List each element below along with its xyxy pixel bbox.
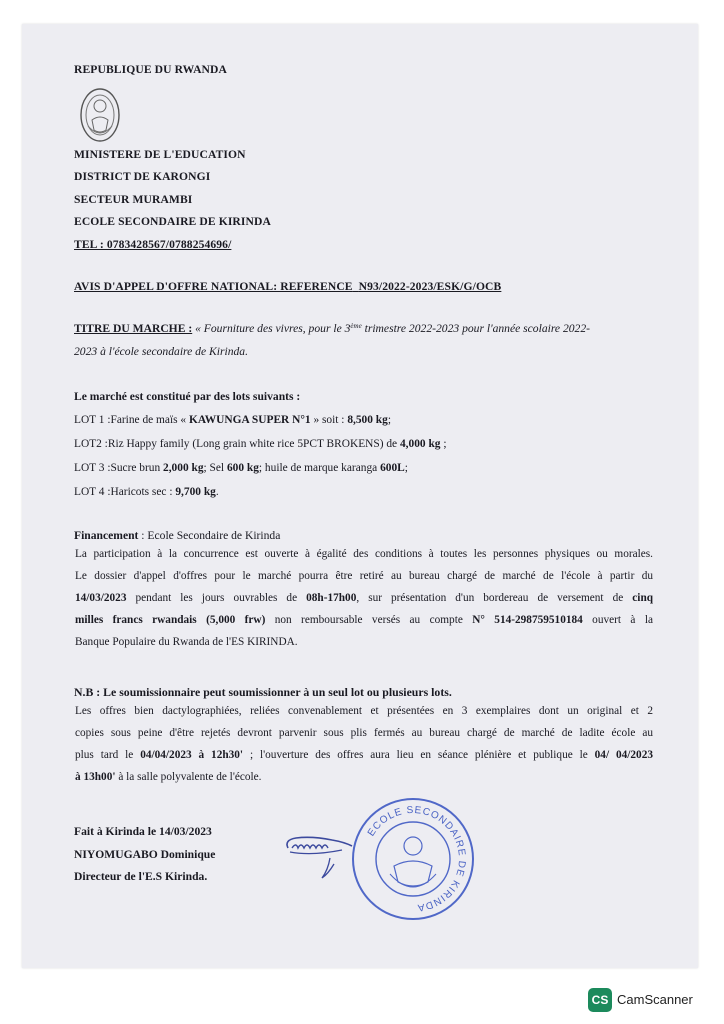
signatory-name: NIYOMUGABO Dominique [74, 848, 216, 861]
school-line: ECOLE SECONDAIRE DE KIRINDA [74, 215, 271, 228]
notice-heading [74, 280, 501, 293]
nb-heading: N.B : Le soumissionnaire peut soumissionner à un seul lot ou plusieurs lots. [74, 685, 452, 699]
contract-title-line-1: TITRE DU MARCHE : « Fourniture des vivres, pour le 3ème trimestre 2022-2023 pour l'année scolaire 2022- [74, 322, 591, 335]
republic-line: REPUBLIQUE DU RWANDA [74, 63, 227, 76]
notice-heading-text: AVIS D'APPEL D'OFFRE NATIONAL: REFERENCE [74, 280, 353, 293]
sector-line: SECTEUR MURAMBI [74, 193, 193, 206]
district-line: DISTRICT DE KARONGI [74, 170, 211, 183]
financing-paragraph: La participation à la concurrence est ouverte à égalité des conditions à toutes les personnes physiques ou morales. Le dossier d'appel d'offres pour le marché pourra être retiré au bureau chargé de marché de l'école à partir du 14/03/2023 pendant les jours ouvrables de 08h-17h00, sur présentation d'un bordereau de versement de cinq milles francs rwandais (5,000 frw) non remboursable versés au compte N° 514-298759510184 ouvert à la Banque Populaire du Rwanda de l'ES KIRINDA. [75, 548, 654, 648]
lot-4: LOT 4 :Haricots sec : 9,700 kg. [74, 486, 219, 498]
lot-1: LOT 1 :Farine de maïs « KAWUNGA SUPER N°1 » soit : 8,500 kg; [74, 414, 391, 426]
place-and-date: Fait à Kirinda le 14/03/2023 [74, 825, 212, 838]
financing-heading: Financement : Ecole Secondaire de Kirinda [74, 529, 281, 542]
ministry-line: MINISTERE DE L'EDUCATION [74, 148, 246, 161]
signatory-role: Directeur de l'E.S Kirinda. [74, 870, 208, 883]
contract-title-label: TITRE DU MARCHE : [74, 322, 193, 335]
lots-intro: Le marché est constitué par des lots suivants : [74, 390, 301, 403]
camscanner-label: CamScanner [617, 992, 693, 1007]
telephone-line: TEL : 0783428567/0788254696/ [74, 238, 232, 251]
school-stamp [350, 796, 476, 922]
lot-3: LOT 3 :Sucre brun 2,000 kg; Sel 600 kg; huile de marque karanga 600L; [74, 462, 408, 474]
contract-title-line-2: 2023 à l'école secondaire de Kirinda. [74, 345, 248, 358]
lot-2: LOT2 :Riz Happy family (Long grain white rice 5PCT BROKENS) de 4,000 kg ; [74, 438, 447, 450]
coat-of-arms-emblem [78, 86, 122, 144]
notice-reference: N93/2022-2023/ESK/G/OCB [358, 280, 502, 293]
stamp-ring-text: ECOLE SECONDAIRE DE KIRINDA [365, 804, 468, 913]
nb-paragraph: Les offres bien dactylographiées, reliées convenablement et présentées en 3 exemplaires dont un original et 2 copies sous peine d'être rejetés devront parvenir sous plis fermés au bureau chargé de marché de ladite école au plus tard le 04/04/2023 à 12h30' ; l'ouverture des offres aura lieu en séance plénière et publique le 04/ 04/2023 à 13h00' à la salle polyvalente de l'école. [75, 705, 653, 783]
camscanner-logo-icon: CS [588, 988, 612, 1012]
